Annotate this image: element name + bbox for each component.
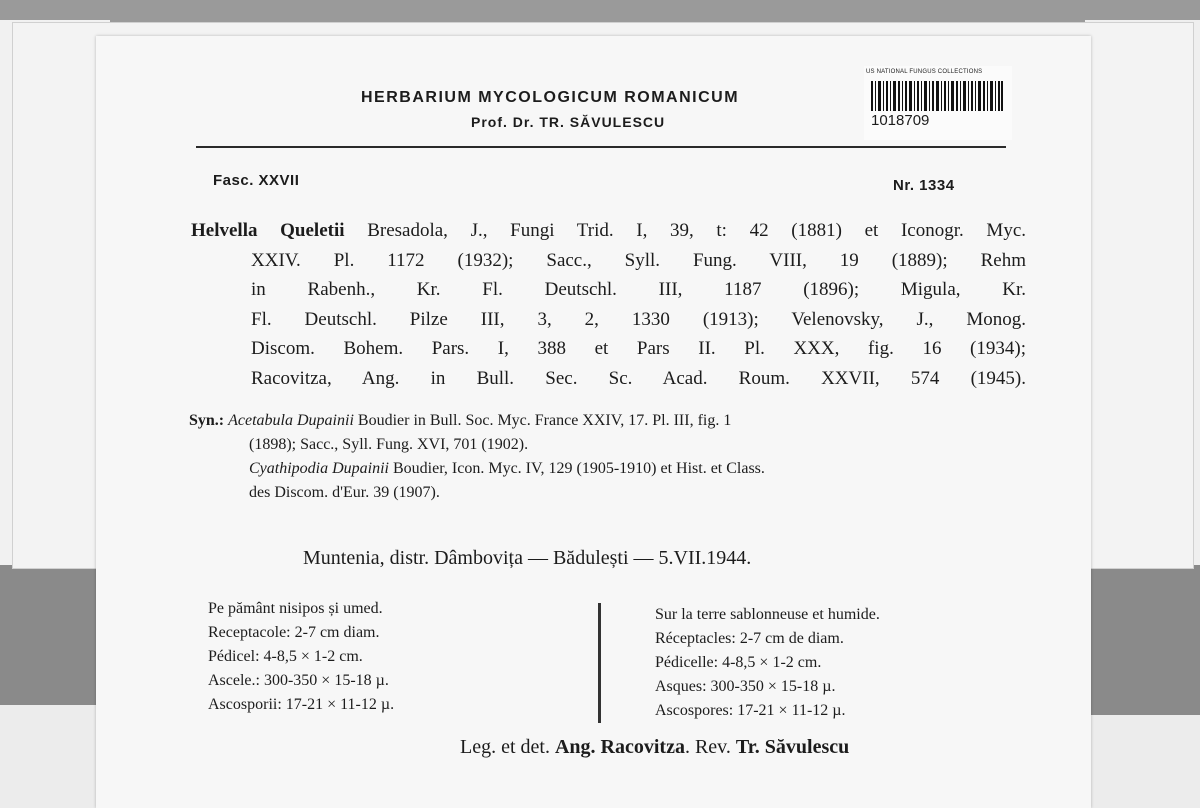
fr-line: Sur la terre sablonneuse et humide. <box>655 606 880 623</box>
citation-line-3: in Rabenh., Kr. Fl. Deutschl. III, 1187 (1896); Migula, Kr. <box>251 279 1026 300</box>
catalog-number: 1018709 <box>871 112 930 129</box>
synonym-2-citation: Boudier, Icon. Myc. IV, 129 (1905-1910) et Hist. et Class. <box>389 460 765 477</box>
ro-line: Pédicel: 4-8,5 × 1-2 cm. <box>208 648 363 665</box>
french-description <box>655 603 880 723</box>
synonyms-block <box>189 409 1024 505</box>
background-left-bottom <box>0 705 110 808</box>
romanian-description <box>208 597 394 717</box>
collector-name: Ang. Racovitza <box>554 736 685 758</box>
herbarium-title: HERBARIUM MYCOLOGICUM ROMANICUM <box>361 89 740 106</box>
rev-prefix: . Rev. <box>684 736 736 758</box>
synonym-1 <box>189 409 1024 433</box>
citation-line-4: Fl. Deutschl. Pilze III, 3, 2, 1330 (1913); Velenovsky, J., Monog. <box>251 308 1026 330</box>
fr-line: Ascospores: 17-21 × 11-12 µ. <box>655 702 846 719</box>
citation-line-2: XXIV. Pl. 1172 (1932); Sacc., Syll. Fung. VIII, 19 (1889); Rehm <box>251 249 1026 271</box>
synonym-1-name: Acetabula Dupainii <box>228 412 354 429</box>
fr-line: Asques: 300-350 × 15-18 µ. <box>655 678 836 695</box>
citation-line-1 <box>191 216 1026 246</box>
fascicle-number: Fasc. XXVII <box>213 172 300 189</box>
header-rule <box>196 146 1006 148</box>
synonym-1-continued: (1898); Sacc., Syll. Fung. XVI, 701 (1902). <box>249 436 529 453</box>
synonym-2 <box>189 457 1024 481</box>
background-left-board <box>0 565 110 705</box>
citation-text: Bresadola, J., Fungi Trid. I, 39, t: 42 (1881) et Iconogr. Myc. <box>344 220 1027 241</box>
herbarium-label <box>96 36 1091 808</box>
ro-line: Pe pământ nisipos și umed. <box>208 600 383 617</box>
citation-line-5: Discom. Bohem. Pars. I, 388 et Pars II. Pl. XXX, fig. 16 (1934); <box>251 338 1026 359</box>
synonym-2-continued: des Discom. d'Eur. 39 (1907). <box>249 484 440 501</box>
synonyms-label: Syn.: <box>189 412 225 429</box>
leg-prefix: Leg. et det. <box>460 736 555 758</box>
synonym-1-citation: Boudier in Bull. Soc. Myc. France XXIV, 17. Pl. III, fig. 1 <box>353 412 732 429</box>
citation-line-6: Racovitza, Ang. in Bull. Sec. Sc. Acad. Roum. XXVII, 574 (1945). <box>251 367 1026 389</box>
barcode-sticker <box>864 66 1012 140</box>
ro-line: Ascosporii: 17-21 × 11-12 µ. <box>208 696 395 713</box>
ro-line: Receptacole: 2-7 cm diam. <box>208 624 380 641</box>
background-right-board <box>1085 565 1200 715</box>
barcode-caption: US NATIONAL FUNGUS COLLECTIONS <box>866 69 983 75</box>
fr-line: Pédicelle: 4-8,5 × 1-2 cm. <box>655 654 822 671</box>
collector-line <box>460 736 849 759</box>
ro-line: Ascele.: 300-350 × 15-18 µ. <box>208 672 389 689</box>
synonym-2-name: Cyathipodia Dupainii <box>249 460 389 477</box>
collection-locality: Muntenia, distr. Dâmbovița — Bădulești — 5.VII.1944. <box>303 547 752 569</box>
background-top <box>0 0 1200 22</box>
reviser-name: Tr. Săvulescu <box>735 736 850 758</box>
species-citation <box>191 216 1026 393</box>
background-right-bottom <box>1085 715 1200 808</box>
specimen-number: Nr. 1334 <box>893 177 955 194</box>
column-divider <box>598 603 601 723</box>
fr-line: Réceptacles: 2-7 cm de diam. <box>655 630 844 647</box>
barcode-icon <box>871 81 1003 111</box>
herbarium-subtitle: Prof. Dr. TR. SĂVULESCU <box>471 114 666 130</box>
species-name: Helvella Queletii <box>191 220 345 241</box>
